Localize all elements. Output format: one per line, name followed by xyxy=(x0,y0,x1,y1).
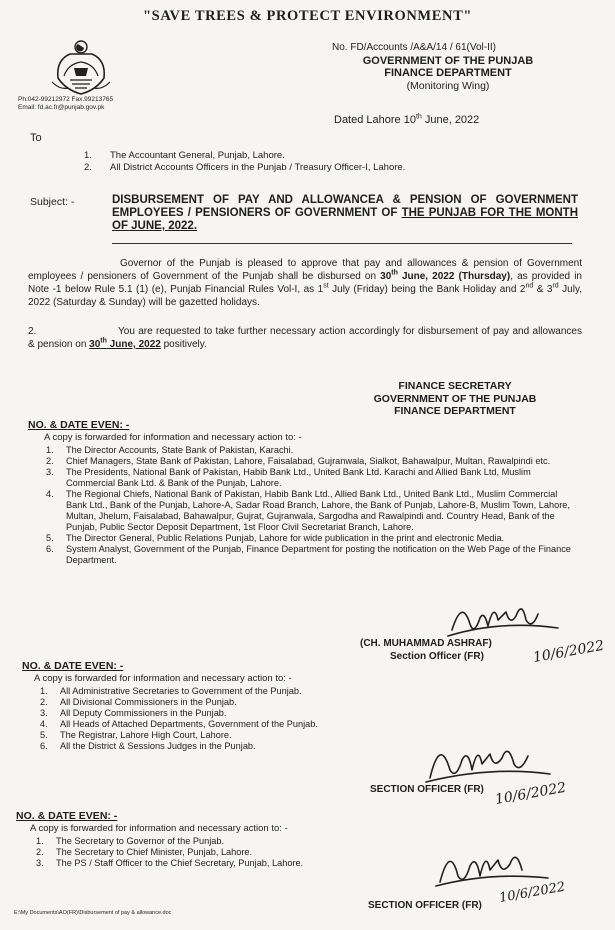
list-item: 1. All Administrative Secretaries to Government of the Punjab. xyxy=(40,686,302,696)
dept-name: FINANCE DEPARTMENT xyxy=(384,67,512,79)
subject-text: DISBURSEMENT OF PAY AND ALLOWANCEA & PENSION OF GOVERNMENT EMPLOYEES / PENSIONERS OF GOVERNMENT OF THE PUNJAB FOR THE MONTH OF JUNE, 2022. xyxy=(112,194,579,232)
paragraph-2: 2. You are requested to take further necessary action accordingly for disbursement of pay and allowances & pension on 30th June, 2022 positively. xyxy=(28,326,582,350)
wing-name: (Monitoring Wing) xyxy=(406,79,490,92)
section-officer-2: SECTION OFFICER (FR) xyxy=(370,784,484,795)
copy-intro-2: A copy is forwarded for information and necessary action to: - xyxy=(34,673,292,684)
svg-text:10/6/2022: 10/6/2022 xyxy=(531,637,606,666)
finance-secretary-block: FINANCE SECRETARY GOVERNMENT OF THE PUNJAB FINANCE DEPARTMENT xyxy=(373,380,537,417)
list-item: 2. All Divisional Commissioners in the Punjab. xyxy=(40,697,237,707)
phone-fax: Ph:042-99212972 Fax.99213765 xyxy=(18,96,114,103)
list-item: 1. The Secretary to Governor of the Punjab. xyxy=(36,836,225,846)
svg-text:10/6/2022: 10/6/2022 xyxy=(498,879,567,906)
list-item: 6. System Analyst, Government of the Punjab, Finance Department for posting the notification on the Web Page of the Finance Department. xyxy=(46,544,571,565)
list-item: 4. The Regional Chiefs, National Bank of Pakistan, Habib Bank Ltd., Allied Bank Ltd., United Bank Ltd., Muslim Commercial Bank Ltd., Bank of the Punjab, Lahore-A, Sadar Road Branch, Lahore, the Bank of Punjab, Lahore-B, Muslim Town, Lahore, Multan, Jhelum, Faisalabad, Bahawalpur, Gujrat, Gujranwala, Sargodha and Rawalpindi and. Country Head, Bank of the Punjab, Public Sector Deposit Department, 1st Floor Civil Secretariat Branch, Lahore. xyxy=(46,489,570,532)
svg-text:10/6/2022: 10/6/2022 xyxy=(493,779,568,808)
government-punjab-logo xyxy=(48,38,114,98)
list-item: 2. Chief Managers, State Bank of Pakistan, Lahore, Faisalabad, Gujranwala, Sialkot, Bahawalpur, Multan, Rawalpindi etc. xyxy=(46,456,551,466)
list-item: 4. All Heads of Attached Departments, Government of the Punjab. xyxy=(40,719,318,729)
list-item: 1. The Accountant General, Punjab, Lahore. xyxy=(84,150,285,161)
handwritten-signature-2 xyxy=(420,730,590,810)
handwritten-signature-3 xyxy=(430,838,590,908)
list-item: 3. The PS / Staff Officer to the Chief Secretary, Punjab, Lahore. xyxy=(36,858,304,868)
signatory-name: (CH. MUHAMMAD ASHRAF) xyxy=(360,638,492,649)
email: Email: fd.ac.fr@punjab.gov.pk xyxy=(18,104,105,111)
to-label: To xyxy=(30,132,42,144)
copy-list-3 xyxy=(36,836,303,869)
signatory-block xyxy=(360,637,492,663)
file-path-footer: E:\My Documents\AO(FR)\Disbursement of pay & allowance.doc xyxy=(14,910,172,916)
list-item: 3. All Deputy Commissioners in the Punjab. xyxy=(40,708,227,718)
subject-label: Subject: - xyxy=(30,196,75,208)
list-item: 1. The Director Accounts, State Bank of Pakistan, Karachi. xyxy=(46,445,294,455)
reference-number: No. FD/Accounts /A&A/14 / 61(Vol-II) xyxy=(332,42,496,53)
copy-heading-2: NO. & DATE EVEN: - xyxy=(22,660,124,672)
addressee-list xyxy=(84,150,405,173)
list-item: 2. All District Accounts Officers in the Punjab / Treasury Officer-I, Lahore. xyxy=(84,161,406,173)
slogan: "SAVE TREES & PROTECT ENVIRONMENT" xyxy=(143,8,472,24)
list-item: 6. All the District & Sessions Judges in the Punjab. xyxy=(40,741,256,751)
copy-intro-3: A copy is forwarded for information and necessary action to: - xyxy=(30,823,288,834)
govt-name: GOVERNMENT OF THE PUNJAB xyxy=(362,54,534,67)
contact-info xyxy=(18,96,113,112)
list-item: 2. The Secretary to Chief Minister, Punjab, Lahore. xyxy=(36,847,253,857)
signatory-title: Section Officer (FR) xyxy=(390,651,484,662)
copy-list-1 xyxy=(46,445,576,566)
copy-list-2 xyxy=(40,686,318,752)
dated-line: Dated Lahore 10th June, 2022 xyxy=(334,113,480,126)
list-item: 5. The Director General, Public Relations Punjab, Lahore for wide publication in the print and electronic Media. xyxy=(46,533,505,543)
paragraph-1: Governor of the Punjab is pleased to approve that pay and allowances & pension of Government employees / pensioners of Government of the Punjab shall be disbursed on 30th June, 2022 (Thursday), as provided in Note -1 below Rule 5.1 (1) (e), Punjab Financial Rules Vol-I, as 1st July (Friday) being the Bank Holiday and 2nd & 3rd July, 2022 (Saturday & Sunday) will be gazetted holidays. xyxy=(28,258,582,308)
section-officer-3: SECTION OFFICER (FR) xyxy=(368,900,482,911)
copy-heading-3: NO. & DATE EVEN: - xyxy=(16,810,118,822)
subject-rule xyxy=(112,243,572,244)
copy-heading-1: NO. & DATE EVEN: - xyxy=(28,419,130,431)
copy-intro-1: A copy is forwarded for information and necessary action to: - xyxy=(44,432,302,443)
list-item: 3. The Presidents, National Bank of Pakistan, Habib Bank Ltd., United Bank Ltd. Karachi and Allied Bank Ltd, Muslim Commercial Bank Ltd. & Bank of the Punjab, Lahore. xyxy=(46,467,531,488)
list-item: 5. The Registrar, Lahore High Court, Lahore. xyxy=(40,730,232,740)
letter-header xyxy=(318,42,578,92)
